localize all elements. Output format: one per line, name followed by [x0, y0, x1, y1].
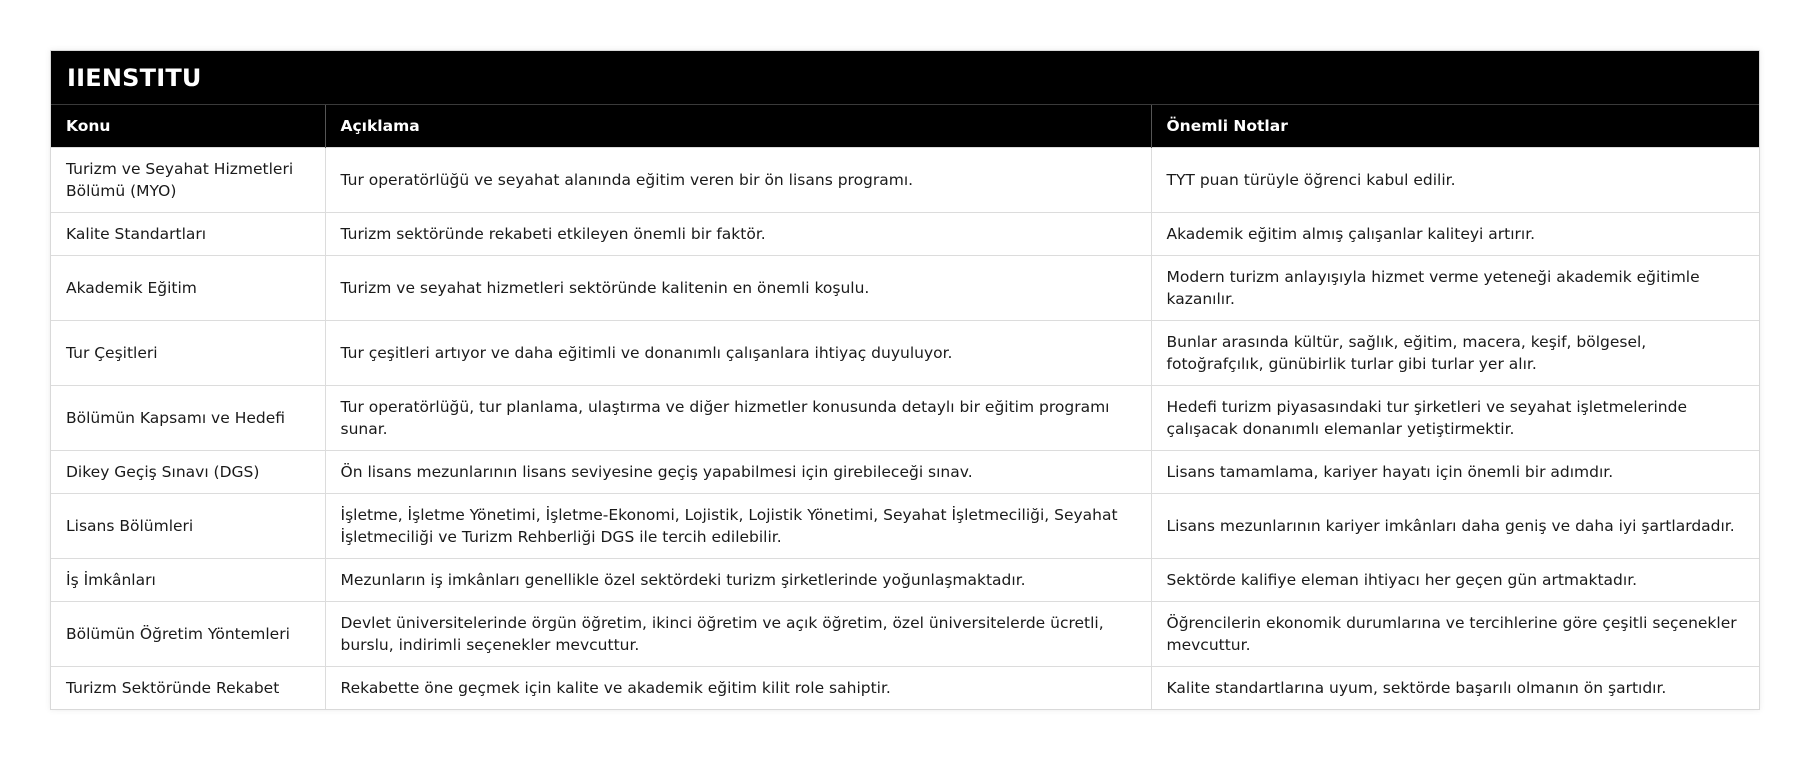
cell-description: Devlet üniversitelerinde örgün öğretim, ikinci öğretim ve açık öğretim, özel üniversitelerde ücretli, burslu, indirimli seçenekler mevcuttur.: [325, 602, 1151, 667]
cell-notes: Öğrencilerin ekonomik durumlarına ve tercihlerine göre çeşitli seçenekler mevcuttur.: [1151, 602, 1759, 667]
cell-notes: Lisans tamamlama, kariyer hayatı için önemli bir adımdır.: [1151, 451, 1759, 494]
cell-notes: Akademik eğitim almış çalışanlar kaliteyi artırır.: [1151, 213, 1759, 256]
cell-description: Tur çeşitleri artıyor ve daha eğitimli ve donanımlı çalışanlara ihtiyaç duyuluyor.: [325, 321, 1151, 386]
cell-description: Tur operatörlüğü, tur planlama, ulaştırma ve diğer hizmetler konusunda detaylı bir eğitim programı sunar.: [325, 386, 1151, 451]
table-row: [51, 213, 1759, 256]
cell-description: Rekabette öne geçmek için kalite ve akademik eğitim kilit role sahiptir.: [325, 667, 1151, 710]
cell-notes: Hedefi turizm piyasasındaki tur şirketleri ve seyahat işletmelerinde çalışacak donanımlı elemanlar yetiştirmektir.: [1151, 386, 1759, 451]
brand-title: IIENSTITU: [51, 51, 1759, 105]
cell-description: Ön lisans mezunlarının lisans seviyesine geçiş yapabilmesi için girebileceği sınav.: [325, 451, 1151, 494]
cell-description: İşletme, İşletme Yönetimi, İşletme-Ekonomi, Lojistik, Lojistik Yönetimi, Seyahat İşletmeciliği, Seyahat İşletmeciliği ve Turizm Rehberliği DGS ile tercih edilebilir.: [325, 494, 1151, 559]
content-card: [50, 50, 1760, 710]
cell-notes: Sektörde kalifiye eleman ihtiyacı her geçen gün artmaktadır.: [1151, 559, 1759, 602]
cell-description: Mezunların iş imkânları genellikle özel sektördeki turizm şirketlerinde yoğunlaşmaktadır.: [325, 559, 1151, 602]
column-header-topic: Konu: [51, 105, 325, 148]
cell-description: Tur operatörlüğü ve seyahat alanında eğitim veren bir ön lisans programı.: [325, 148, 1151, 213]
cell-topic: Bölümün Kapsamı ve Hedefi: [51, 386, 325, 451]
cell-description: Turizm ve seyahat hizmetleri sektöründe kalitenin en önemli koşulu.: [325, 256, 1151, 321]
table-row: [51, 602, 1759, 667]
cell-notes: Kalite standartlarına uyum, sektörde başarılı olmanın ön şartıdır.: [1151, 667, 1759, 710]
cell-notes: Lisans mezunlarının kariyer imkânları daha geniş ve daha iyi şartlardadır.: [1151, 494, 1759, 559]
table-row: [51, 386, 1759, 451]
cell-topic: Turizm Sektöründe Rekabet: [51, 667, 325, 710]
table-row: [51, 256, 1759, 321]
table-row: [51, 148, 1759, 213]
cell-notes: Modern turizm anlayışıyla hizmet verme yeteneği akademik eğitimle kazanılır.: [1151, 256, 1759, 321]
cell-topic: İş İmkânları: [51, 559, 325, 602]
column-header-notes: Önemli Notlar: [1151, 105, 1759, 148]
cell-description: Turizm sektöründe rekabeti etkileyen önemli bir faktör.: [325, 213, 1151, 256]
cell-topic: Tur Çeşitleri: [51, 321, 325, 386]
cell-topic: Lisans Bölümleri: [51, 494, 325, 559]
table-header-row: [51, 105, 1759, 148]
cell-topic: Akademik Eğitim: [51, 256, 325, 321]
cell-topic: Kalite Standartları: [51, 213, 325, 256]
column-header-description: Açıklama: [325, 105, 1151, 148]
table-row: [51, 559, 1759, 602]
cell-topic: Bölümün Öğretim Yöntemleri: [51, 602, 325, 667]
cell-topic: Turizm ve Seyahat Hizmetleri Bölümü (MYO): [51, 148, 325, 213]
table-row: [51, 451, 1759, 494]
info-table: [51, 105, 1759, 709]
table-row: [51, 494, 1759, 559]
table-row: [51, 321, 1759, 386]
cell-notes: Bunlar arasında kültür, sağlık, eğitim, macera, keşif, bölgesel, fotoğrafçılık, günübirlik turlar gibi turlar yer alır.: [1151, 321, 1759, 386]
cell-topic: Dikey Geçiş Sınavı (DGS): [51, 451, 325, 494]
cell-notes: TYT puan türüyle öğrenci kabul edilir.: [1151, 148, 1759, 213]
table-row: [51, 667, 1759, 710]
